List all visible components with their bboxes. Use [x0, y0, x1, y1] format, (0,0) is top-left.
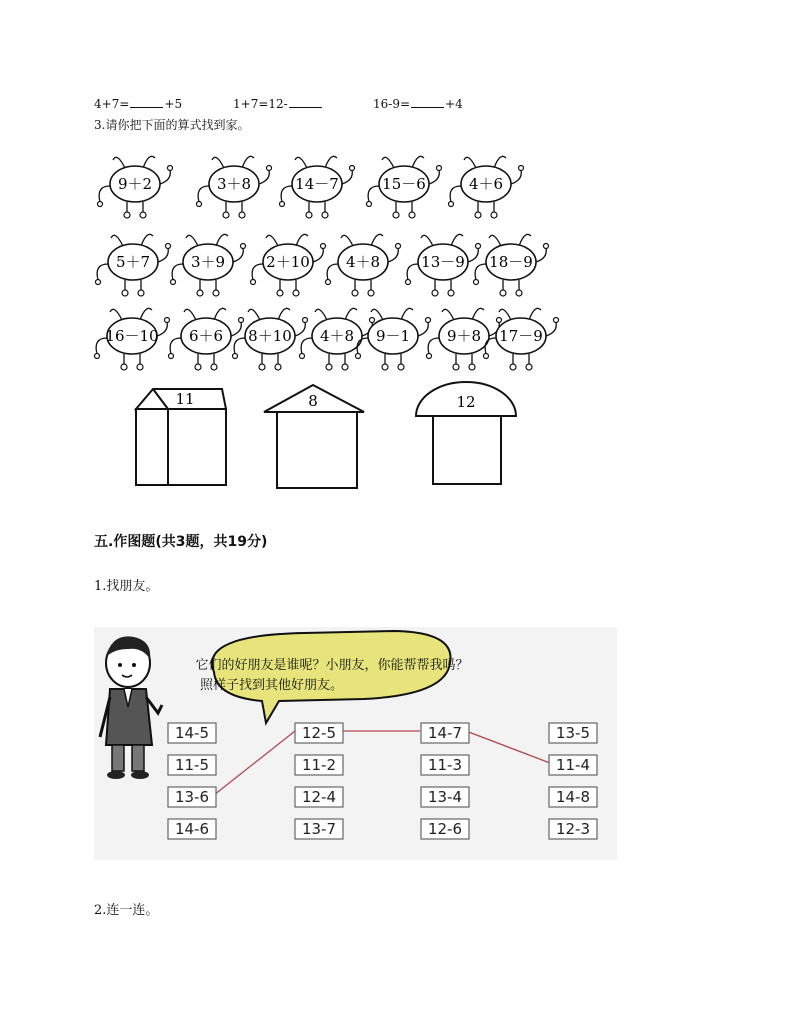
- expression-card[interactable]: [295, 723, 343, 743]
- equation-label: 4＋8: [345, 253, 381, 271]
- equation-label: 9＋8: [446, 327, 482, 345]
- equation-label: 2＋10: [266, 253, 310, 271]
- equation-label: 16－10: [105, 327, 159, 345]
- house-number: 8: [308, 392, 318, 410]
- equation-bug[interactable]: [169, 308, 244, 370]
- card-label: 13-6: [174, 788, 210, 806]
- equation-label: 5＋7: [115, 253, 151, 271]
- question-2-title: 2.连一连。: [94, 903, 159, 918]
- house-number: 11: [175, 390, 195, 408]
- card-label: 13-5: [555, 724, 591, 742]
- equation-label: 4＋8: [319, 327, 355, 345]
- fill-in-suffix: +4: [445, 97, 463, 111]
- equation-label: 15－6: [382, 175, 426, 193]
- expression-card[interactable]: [168, 787, 216, 807]
- card-label: 11-5: [174, 756, 210, 774]
- bubble-line-2: 照样子找到其他好朋友。: [200, 678, 344, 693]
- equation-label: 13－9: [421, 253, 465, 271]
- equation-bug[interactable]: [367, 156, 442, 218]
- equation-bug[interactable]: [280, 156, 355, 218]
- card-label: 14-5: [174, 724, 210, 742]
- expression-card[interactable]: [295, 787, 343, 807]
- equation-label: 17－9: [499, 327, 543, 345]
- equation-label: 3＋8: [216, 175, 252, 193]
- card-label: 13-7: [301, 820, 337, 838]
- equation-label: 9＋2: [117, 175, 153, 193]
- card-label: 12-3: [555, 820, 591, 838]
- equation-bug[interactable]: [95, 308, 170, 370]
- equation-label: 3＋9: [190, 253, 226, 271]
- card-label: 14-8: [555, 788, 591, 806]
- equation-bug[interactable]: [474, 234, 549, 296]
- equation-label: 6＋6: [188, 327, 224, 345]
- expression-card[interactable]: [168, 819, 216, 839]
- equation-label: 9－1: [375, 327, 411, 345]
- section-title: 五.作图题(共3题，共19分): [94, 534, 268, 550]
- card-label: 11-4: [555, 756, 591, 774]
- equation-bug[interactable]: [326, 234, 401, 296]
- card-label: 11-2: [301, 756, 337, 774]
- equation-bug[interactable]: [449, 156, 524, 218]
- equation-bug[interactable]: [96, 234, 171, 296]
- expression-card[interactable]: [168, 755, 216, 775]
- house-number: 12: [456, 393, 476, 411]
- fill-in-suffix: +5: [164, 97, 183, 111]
- expression-card[interactable]: [421, 723, 469, 743]
- house-12[interactable]: [416, 382, 516, 484]
- question-1-title: 1.找朋友。: [94, 579, 159, 594]
- question-3-title: 3.请你把下面的算式找到家。: [94, 118, 250, 132]
- fill-in-prefix: 4+7=: [94, 97, 130, 111]
- equation-label: 8＋10: [248, 327, 292, 345]
- equation-label: 14－7: [295, 175, 339, 193]
- expression-card[interactable]: [549, 755, 597, 775]
- expression-card[interactable]: [549, 787, 597, 807]
- fill-in-prefix: 16-9=: [373, 97, 411, 111]
- expression-card[interactable]: [421, 819, 469, 839]
- equation-bug[interactable]: [197, 156, 272, 218]
- find-friends-panel: [94, 627, 617, 860]
- expression-card[interactable]: [549, 819, 597, 839]
- equation-bug[interactable]: [98, 156, 173, 218]
- equation-bug[interactable]: [406, 234, 481, 296]
- card-label: 14-7: [427, 724, 463, 742]
- equation-bug[interactable]: [171, 234, 246, 296]
- expression-card[interactable]: [421, 787, 469, 807]
- expression-card[interactable]: [295, 755, 343, 775]
- house-8[interactable]: [264, 385, 364, 488]
- card-label: 14-6: [174, 820, 210, 838]
- card-label: 11-3: [427, 756, 463, 774]
- equation-bug[interactable]: [233, 308, 308, 370]
- expression-card[interactable]: [549, 723, 597, 743]
- equation-bug[interactable]: [484, 308, 559, 370]
- equation-bug[interactable]: [251, 234, 326, 296]
- card-label: 12-6: [427, 820, 463, 838]
- expression-card[interactable]: [295, 819, 343, 839]
- card-label: 12-5: [301, 724, 337, 742]
- house-11[interactable]: [136, 389, 226, 485]
- bubble-line-1: 它们的好朋友是谁呢？小朋友，你能帮帮我吗？: [195, 658, 469, 673]
- equation-bug[interactable]: [356, 308, 431, 370]
- card-label: 13-4: [427, 788, 463, 806]
- equation-label: 18－9: [489, 253, 533, 271]
- expression-card[interactable]: [168, 723, 216, 743]
- fill-in-prefix: 1+7=12-: [233, 97, 288, 111]
- card-label: 12-4: [301, 788, 337, 806]
- equation-label: 4＋6: [468, 175, 504, 193]
- expression-card[interactable]: [421, 755, 469, 775]
